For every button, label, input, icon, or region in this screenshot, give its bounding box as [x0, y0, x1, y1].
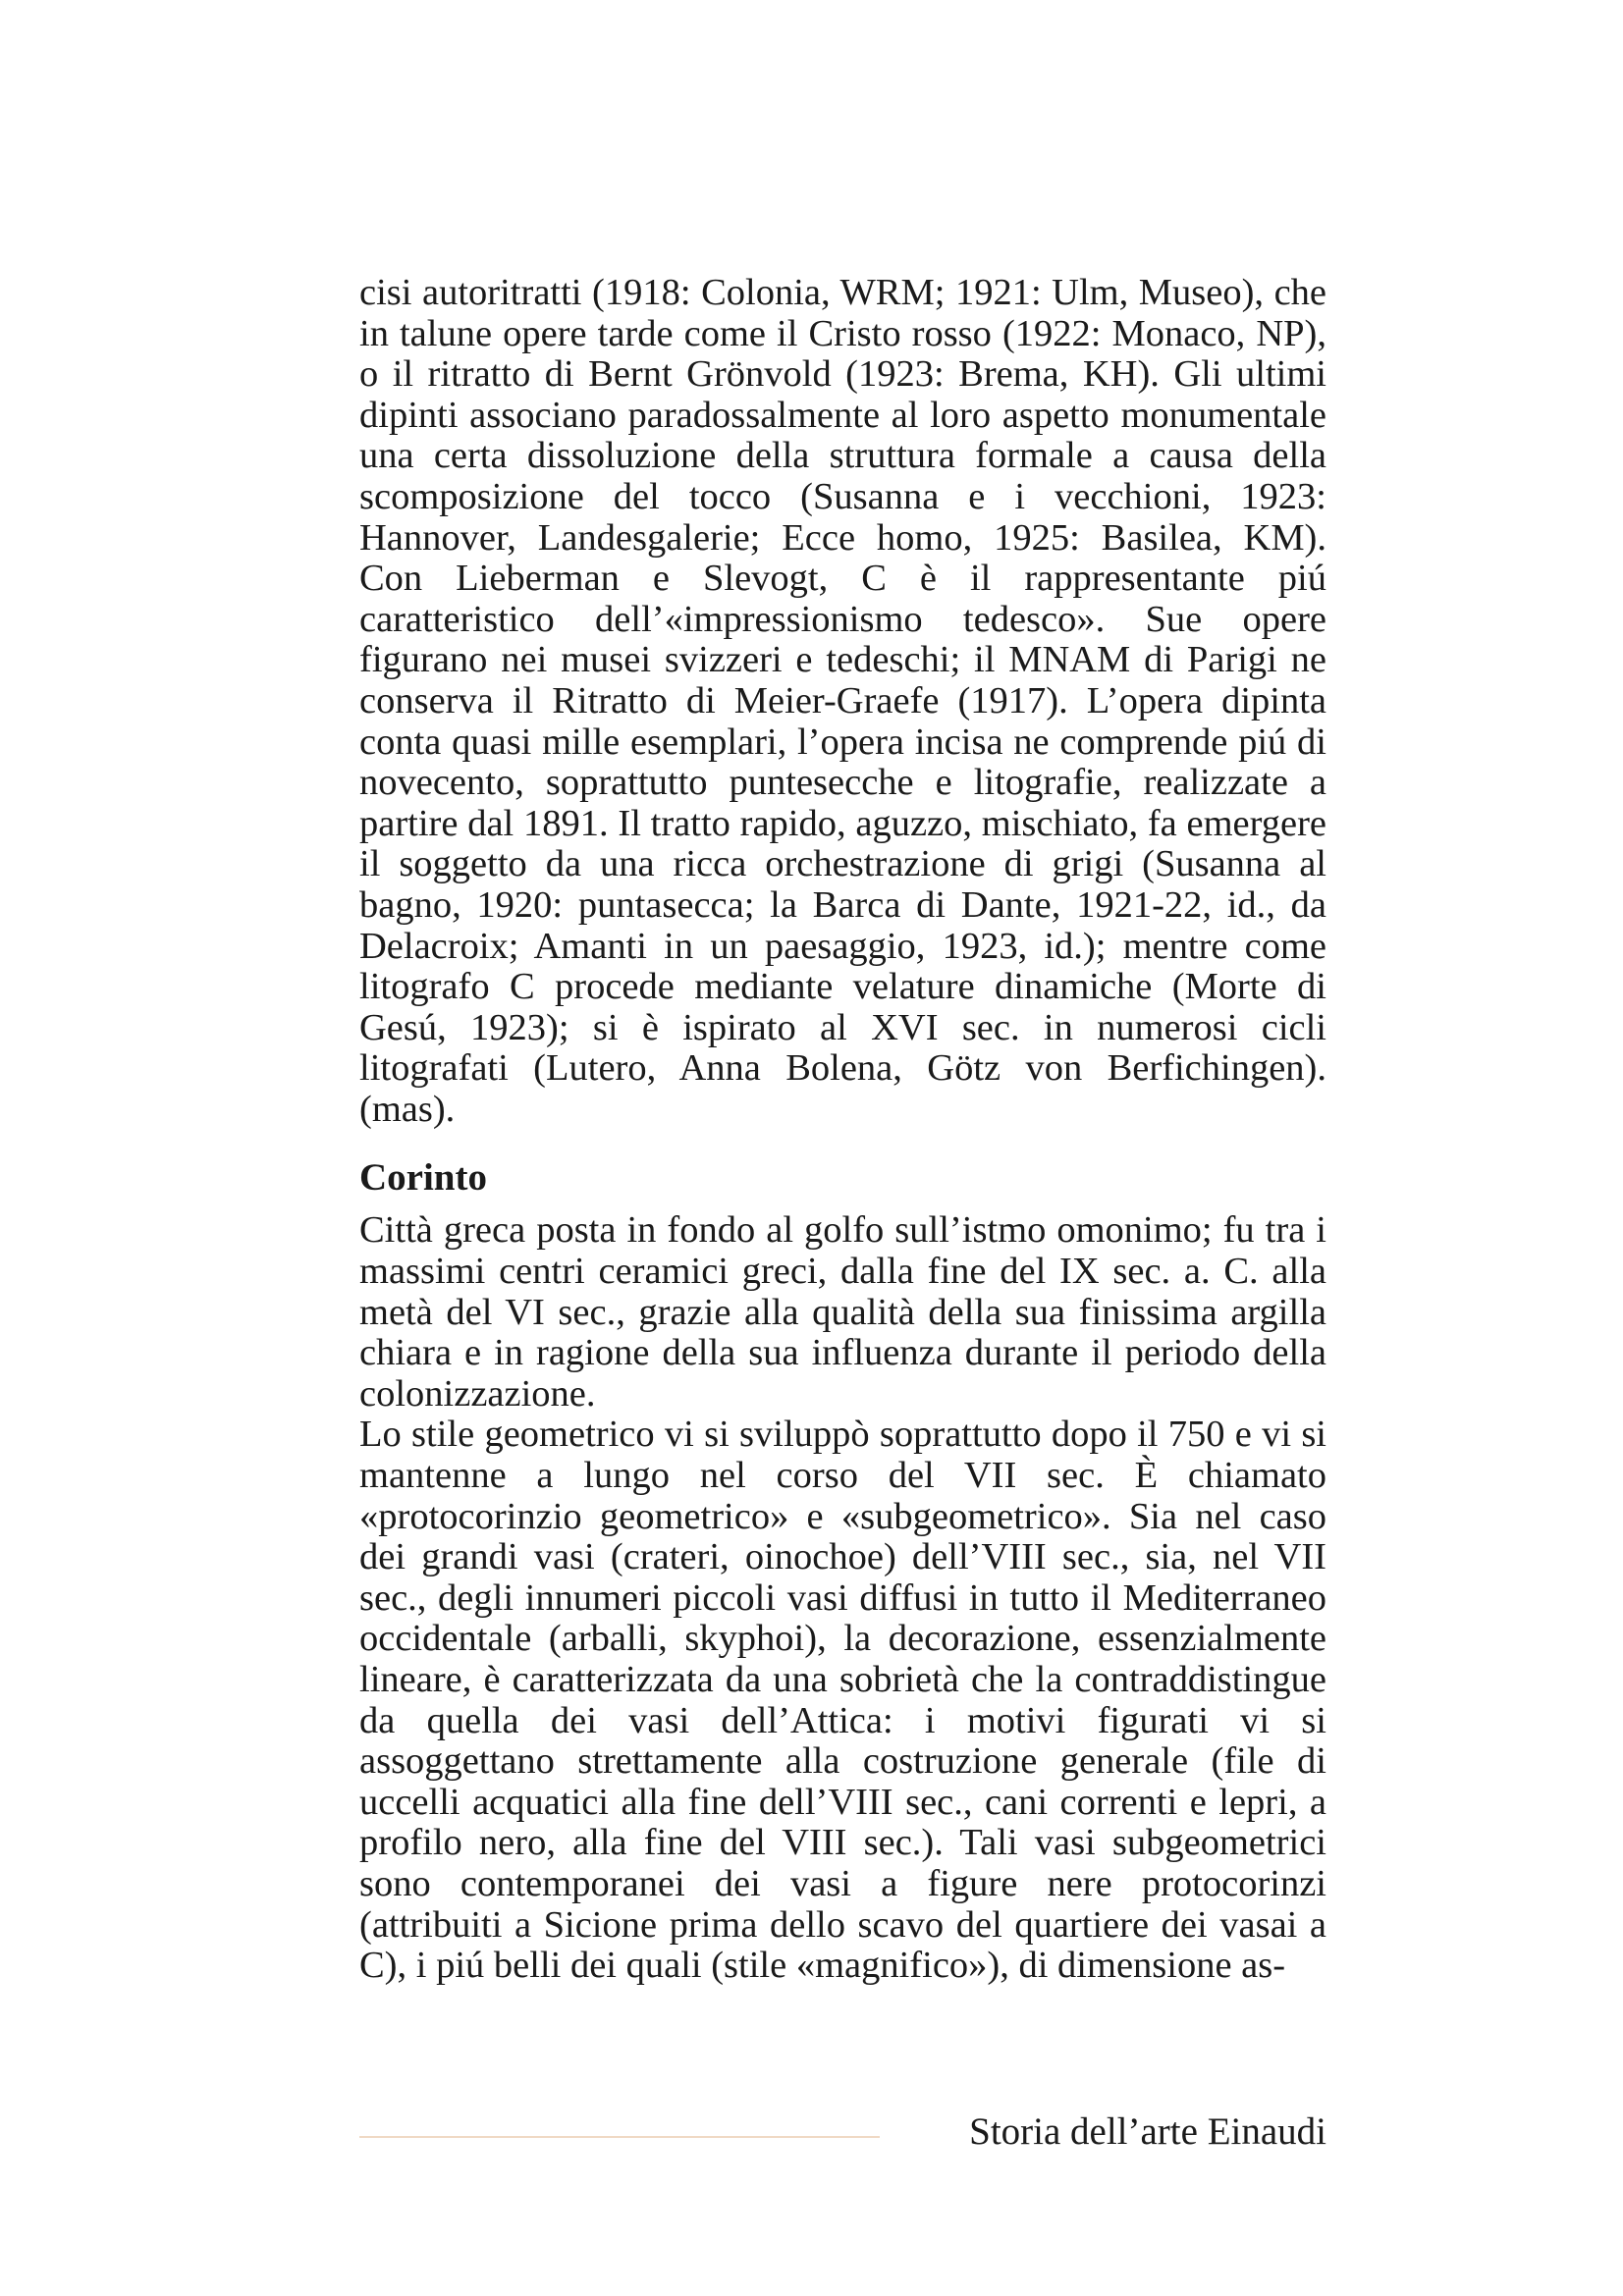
entry-title-corinto: Corinto [359, 1156, 487, 1200]
footer-rule [359, 2136, 880, 2138]
paragraph-corinto-geometric-style: Lo stile geometrico vi si sviluppò soprattutto dopo il 750 e vi si mantenne a lungo nel corso del VII sec. È chiamato «protocorinzio geometrico» e «subgeometrico». Sia nel caso dei grandi vasi (crateri, oinochoe) dell’VIII sec., sia, nel VII sec., degli innumeri piccoli vasi diffusi in tutto il Mediterraneo occidentale (arballi, skyphoi), la decorazione, essenzialmente lineare, è caratterizzata da una sobrietà che la contraddistingue da quella dei vasi dell’Attica: i motivi figurati vi si assoggettano strettamente alla costruzione generale (file di uccelli acquatici alla fine dell’VIII sec., cani correnti e lepri, a profilo nero, alla fine del VIII sec.). Tali vasi subgeometrici sono contemporanei dei vasi a figure nere protocorinzi (attribuiti a Sicione prima dello scavo del quartiere dei vasai a C), i piú belli dei quali (stile «magnifico»), di dimensione as- [359, 1414, 1326, 1987]
paragraph-corinth-painter-continued: cisi autoritratti (1918: Colonia, WRM; 1921: Ulm, Museo), che in talune opere tarde come il Cristo rosso (1922: Monaco, NP), o il ritratto di Bernt Grönvold (1923: Brema, KH). Gli ultimi dipinti associano paradossalmente al loro aspetto monumentale una certa dissoluzione della struttura formale a causa della scomposizione del tocco (Susanna e i vecchioni, 1923: Hannover, Landesgalerie; Ecce homo, 1925: Basilea, KM). Con Lieberman e Slevogt, C è il rappresentante piú caratteristico dell’«impressionismo tedesco». Sue opere figurano nei musei svizzeri e tedeschi; il MNAM di Parigi ne conserva il Ritratto di Meier-Graefe (1917). L’opera dipinta conta quasi mille esemplari, l’opera incisa ne comprende piú di novecento, soprattutto puntesecche e litografie, realizzate a partire dal 1891. Il tratto rapido, aguzzo, mischiato, fa emergere il soggetto da una ricca orchestrazione di grigi (Susanna al bagno, 1920: puntasecca; la Barca di Dante, 1921-22, id., da Delacroix; Amanti in un paesaggio, 1923, id.); mentre come litografo C procede mediante velature dinamiche (Morte di Gesú, 1923); si è ispirato al XVI sec. in numerosi cicli litografati (Lutero, Anna Bolena, Götz von Berfichingen). (mas). [359, 272, 1326, 1130]
footer-publisher-label: Storia dell’arte Einaudi [969, 2110, 1326, 2153]
paragraph-corinto-intro: Città greca posta in fondo al golfo sull’istmo omonimo; fu tra i massimi centri ceramici greci, dalla fine del IX sec. a. C. alla metà del VI sec., grazie alla qualità della sua finissima argilla chiara e in ragione della sua influenza durante il periodo della colonizzazione. [359, 1209, 1326, 1415]
page-body [359, 273, 1326, 1987]
